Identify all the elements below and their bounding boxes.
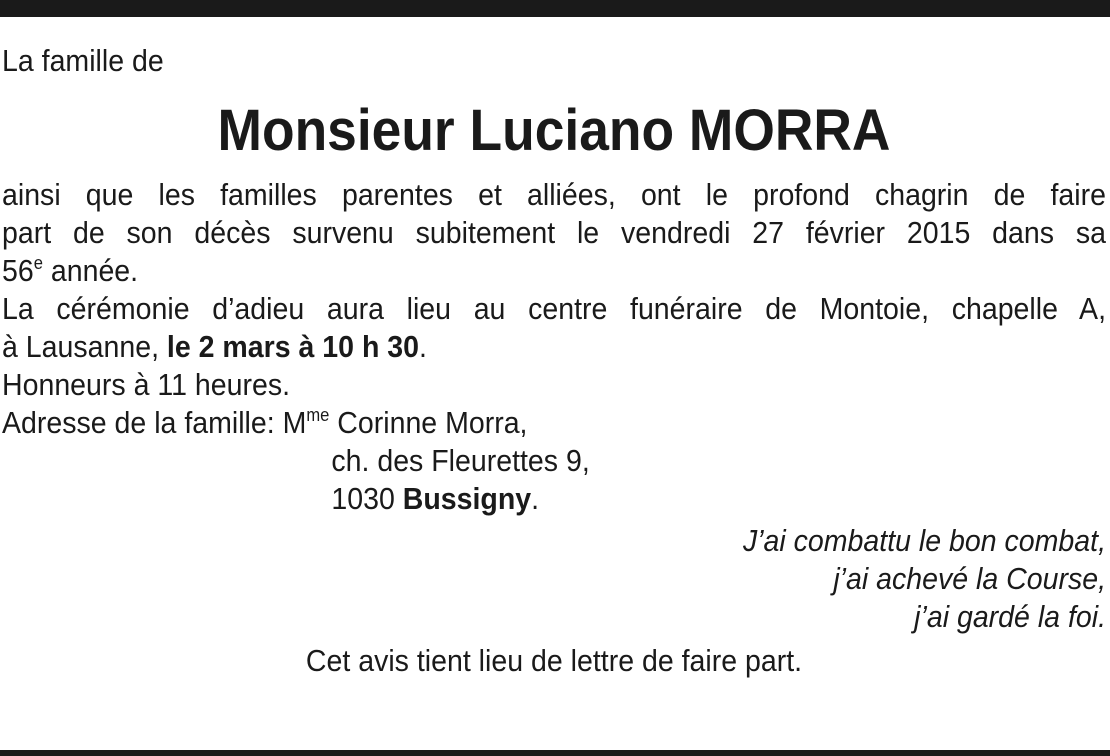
address-end: . <box>531 481 540 516</box>
age-superscript: e <box>33 253 43 273</box>
top-border-rule <box>0 0 1110 17</box>
announcement-line-2: part de son décès survenu subitement le vendredi 27 février 2015 dans sa <box>2 215 1106 250</box>
bottom-border-rule <box>0 750 1110 756</box>
address-title-sup: me <box>306 405 330 425</box>
ceremony-place: à Lausanne, <box>2 329 167 364</box>
deceased-name: Monsieur Luciano MORRA <box>217 98 891 163</box>
ceremony-paragraph <box>2 290 1106 366</box>
obituary-notice <box>2 42 1106 680</box>
family-address <box>2 404 1106 518</box>
quote-line-3: j’ai gardé la foi. <box>914 599 1106 634</box>
intro-text: La famille de <box>2 43 164 78</box>
address-city: Bussigny <box>402 481 532 516</box>
ceremony-end: . <box>419 329 427 364</box>
age-line <box>2 252 1106 290</box>
ceremony-line-2 <box>2 328 1106 366</box>
address-label: Adresse de la famille: <box>2 405 283 440</box>
ceremony-line-1: La cérémonie d’adieu aura lieu au centre funéraire de Montoie, chapelle A, <box>2 291 1106 326</box>
address-row-1 <box>2 404 1106 442</box>
honours-text: Honneurs à 11 heures. <box>2 367 291 402</box>
age-suffix: année. <box>42 253 139 288</box>
address-title: M <box>282 405 307 440</box>
address-row-2 <box>2 442 1106 480</box>
age-number: 56 <box>2 253 34 288</box>
scripture-quote <box>2 522 1106 636</box>
announcement-line-1: ainsi que les familles parentes et alliées, ont le profond chagrin de faire <box>2 177 1106 212</box>
closing-text: Cet avis tient lieu de lettre de faire part. <box>305 643 803 678</box>
address-row-3 <box>2 480 1106 518</box>
quote-line-1: J’ai combattu le bon combat, <box>742 523 1106 558</box>
quote-line-2: j’ai achevé la Course, <box>833 561 1106 596</box>
address-postcode: 1030 <box>331 481 403 516</box>
ceremony-datetime: le 2 mars à 10 h 30 <box>166 329 420 364</box>
address-name: Corinne Morra, <box>329 405 528 440</box>
address-street: ch. des Fleurettes 9, <box>331 443 590 478</box>
announcement-paragraph <box>2 176 1106 290</box>
